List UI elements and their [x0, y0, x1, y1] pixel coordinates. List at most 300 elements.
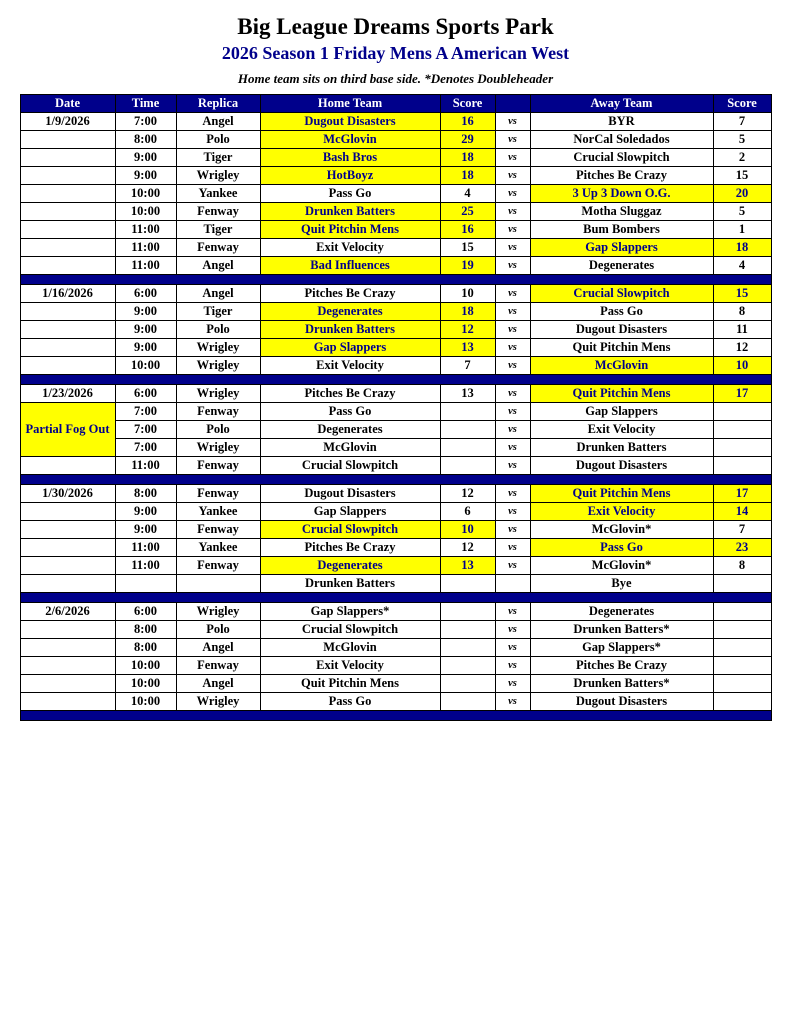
date-cell — [20, 149, 115, 167]
away-team-cell: McGlovin — [530, 357, 713, 375]
time-cell: 11:00 — [115, 457, 176, 475]
date-cell — [20, 185, 115, 203]
vs-cell: vs — [495, 113, 530, 131]
vs-cell: vs — [495, 321, 530, 339]
game-row — [20, 131, 771, 149]
date-cell: 1/9/2026 — [20, 113, 115, 131]
home-score-cell: 13 — [440, 557, 495, 575]
away-score-cell: 10 — [713, 357, 771, 375]
away-score-cell: 14 — [713, 503, 771, 521]
vs-cell: vs — [495, 203, 530, 221]
vs-cell: vs — [495, 657, 530, 675]
home-score-cell — [440, 603, 495, 621]
fog-out-cell: Partial Fog Out — [20, 403, 115, 457]
col-header-vs — [495, 95, 530, 113]
away-score-cell: 20 — [713, 185, 771, 203]
away-score-cell — [713, 621, 771, 639]
time-cell: 7:00 — [115, 403, 176, 421]
time-cell: 9:00 — [115, 339, 176, 357]
home-team-cell: Crucial Slowpitch — [260, 521, 440, 539]
schedule-table-body — [20, 113, 771, 721]
home-team-cell: McGlovin — [260, 439, 440, 457]
home-team-cell: Crucial Slowpitch — [260, 457, 440, 475]
home-score-cell: 19 — [440, 257, 495, 275]
replica-cell: Wrigley — [176, 693, 260, 711]
away-team-cell: Quit Pitchin Mens — [530, 339, 713, 357]
home-team-cell: Pass Go — [260, 185, 440, 203]
vs-cell: vs — [495, 421, 530, 439]
replica-cell: Wrigley — [176, 339, 260, 357]
away-score-cell — [713, 603, 771, 621]
home-team-cell: Bash Bros — [260, 149, 440, 167]
away-team-cell: Quit Pitchin Mens — [530, 385, 713, 403]
vs-cell: vs — [495, 185, 530, 203]
vs-cell: vs — [495, 539, 530, 557]
time-cell: 9:00 — [115, 503, 176, 521]
replica-cell: Fenway — [176, 457, 260, 475]
vs-cell: vs — [495, 239, 530, 257]
home-team-cell: Dugout Disasters — [260, 485, 440, 503]
away-team-cell: BYR — [530, 113, 713, 131]
away-team-cell: 3 Up 3 Down O.G. — [530, 185, 713, 203]
vs-cell: vs — [495, 131, 530, 149]
vs-cell: vs — [495, 385, 530, 403]
home-score-cell: 13 — [440, 385, 495, 403]
away-score-cell — [713, 439, 771, 457]
home-score-cell — [440, 457, 495, 475]
home-team-cell: Crucial Slowpitch — [260, 621, 440, 639]
replica-cell: Polo — [176, 421, 260, 439]
replica-cell: Angel — [176, 675, 260, 693]
page-subtitle: 2026 Season 1 Friday Mens A American West — [221, 43, 570, 63]
home-score-cell: 12 — [440, 539, 495, 557]
home-team-cell: Exit Velocity — [260, 357, 440, 375]
replica-cell: Tiger — [176, 303, 260, 321]
date-cell — [20, 321, 115, 339]
vs-cell: vs — [495, 439, 530, 457]
away-score-cell: 17 — [713, 385, 771, 403]
home-score-cell — [440, 693, 495, 711]
away-score-cell: 11 — [713, 321, 771, 339]
away-score-cell — [713, 693, 771, 711]
home-score-cell: 18 — [440, 149, 495, 167]
date-cell — [20, 303, 115, 321]
game-row — [20, 575, 771, 593]
away-team-cell: NorCal Soledados — [530, 131, 713, 149]
date-cell: 1/16/2026 — [20, 285, 115, 303]
col-header-home-team: Home Team — [260, 95, 440, 113]
away-score-cell: 7 — [713, 113, 771, 131]
replica-cell: Fenway — [176, 203, 260, 221]
home-score-cell: 6 — [440, 503, 495, 521]
away-score-cell: 12 — [713, 339, 771, 357]
vs-cell: vs — [495, 167, 530, 185]
week-separator-bar — [20, 475, 771, 485]
week-separator — [20, 475, 771, 485]
game-row — [20, 357, 771, 375]
time-cell: 7:00 — [115, 421, 176, 439]
home-team-cell: Pitches Be Crazy — [260, 285, 440, 303]
home-team-cell: Gap Slappers — [260, 503, 440, 521]
week-separator — [20, 593, 771, 603]
away-team-cell: Gap Slappers — [530, 403, 713, 421]
game-row — [20, 539, 771, 557]
away-team-cell: Gap Slappers — [530, 239, 713, 257]
vs-cell: vs — [495, 621, 530, 639]
game-row — [20, 603, 771, 621]
away-score-cell: 23 — [713, 539, 771, 557]
away-score-cell — [713, 403, 771, 421]
game-row — [20, 385, 771, 403]
date-cell — [20, 167, 115, 185]
vs-cell: vs — [495, 403, 530, 421]
replica-cell: Yankee — [176, 503, 260, 521]
home-team-cell: Quit Pitchin Mens — [260, 675, 440, 693]
date-cell — [20, 539, 115, 557]
game-row — [20, 203, 771, 221]
vs-cell: vs — [495, 303, 530, 321]
replica-cell: Angel — [176, 639, 260, 657]
time-cell: 9:00 — [115, 167, 176, 185]
home-team-cell: Pitches Be Crazy — [260, 539, 440, 557]
away-team-cell: Exit Velocity — [530, 421, 713, 439]
replica-cell: Angel — [176, 257, 260, 275]
date-cell — [20, 693, 115, 711]
time-cell: 6:00 — [115, 385, 176, 403]
time-cell: 9:00 — [115, 321, 176, 339]
away-team-cell: Drunken Batters — [530, 439, 713, 457]
game-row — [20, 239, 771, 257]
date-cell — [20, 221, 115, 239]
home-score-cell — [440, 621, 495, 639]
time-cell: 11:00 — [115, 539, 176, 557]
week-separator-bar — [20, 375, 771, 385]
game-row — [20, 185, 771, 203]
vs-cell: vs — [495, 693, 530, 711]
game-row — [20, 503, 771, 521]
game-row — [20, 621, 771, 639]
game-row — [20, 257, 771, 275]
home-score-cell: 10 — [440, 521, 495, 539]
replica-cell: Polo — [176, 621, 260, 639]
replica-cell: Wrigley — [176, 357, 260, 375]
away-score-cell — [713, 421, 771, 439]
home-score-cell: 25 — [440, 203, 495, 221]
time-cell: 11:00 — [115, 257, 176, 275]
away-score-cell — [713, 457, 771, 475]
home-team-cell: McGlovin — [260, 639, 440, 657]
replica-cell: Fenway — [176, 239, 260, 257]
game-row — [20, 521, 771, 539]
away-score-cell: 2 — [713, 149, 771, 167]
home-team-cell: Degenerates — [260, 557, 440, 575]
replica-cell: Angel — [176, 285, 260, 303]
game-row — [20, 221, 771, 239]
col-header-away-team: Away Team — [530, 95, 713, 113]
game-row — [20, 339, 771, 357]
away-team-cell: Crucial Slowpitch — [530, 285, 713, 303]
away-score-cell — [713, 575, 771, 593]
vs-cell: vs — [495, 221, 530, 239]
home-team-cell: McGlovin — [260, 131, 440, 149]
date-cell — [20, 521, 115, 539]
week-separator — [20, 711, 771, 721]
col-header-date: Date — [20, 95, 115, 113]
vs-cell: vs — [495, 339, 530, 357]
away-team-cell: Pass Go — [530, 539, 713, 557]
home-team-cell: Drunken Batters — [260, 575, 440, 593]
time-cell — [115, 575, 176, 593]
away-score-cell — [713, 639, 771, 657]
date-cell — [20, 357, 115, 375]
date-cell — [20, 557, 115, 575]
away-team-cell: Gap Slappers* — [530, 639, 713, 657]
away-team-cell: Pitches Be Crazy — [530, 657, 713, 675]
home-team-cell: Exit Velocity — [260, 657, 440, 675]
time-cell: 11:00 — [115, 557, 176, 575]
home-team-cell: Gap Slappers — [260, 339, 440, 357]
home-score-cell: 16 — [440, 221, 495, 239]
away-score-cell: 5 — [713, 203, 771, 221]
vs-cell — [495, 575, 530, 593]
week-separator-bar — [20, 275, 771, 285]
date-cell: 1/30/2026 — [20, 485, 115, 503]
home-team-cell: Degenerates — [260, 303, 440, 321]
vs-cell: vs — [495, 149, 530, 167]
home-score-cell: 12 — [440, 321, 495, 339]
vs-cell: vs — [495, 603, 530, 621]
time-cell: 8:00 — [115, 131, 176, 149]
home-team-cell: Degenerates — [260, 421, 440, 439]
replica-cell: Tiger — [176, 149, 260, 167]
away-team-cell: Degenerates — [530, 257, 713, 275]
home-team-cell: Gap Slappers* — [260, 603, 440, 621]
replica-cell: Fenway — [176, 557, 260, 575]
time-cell: 9:00 — [115, 521, 176, 539]
time-cell: 6:00 — [115, 603, 176, 621]
schedule-header-row — [20, 95, 771, 113]
home-score-cell — [440, 657, 495, 675]
vs-cell: vs — [495, 503, 530, 521]
vs-cell: vs — [495, 675, 530, 693]
game-row — [20, 693, 771, 711]
game-row — [20, 485, 771, 503]
game-row — [20, 403, 771, 421]
away-score-cell: 1 — [713, 221, 771, 239]
time-cell: 8:00 — [115, 639, 176, 657]
away-score-cell: 8 — [713, 557, 771, 575]
home-score-cell: 7 — [440, 357, 495, 375]
vs-cell: vs — [495, 457, 530, 475]
date-cell — [20, 657, 115, 675]
page-title: Big League Dreams Sports Park — [237, 14, 554, 39]
away-team-cell: Pass Go — [530, 303, 713, 321]
replica-cell: Polo — [176, 321, 260, 339]
replica-cell: Wrigley — [176, 385, 260, 403]
game-row — [20, 557, 771, 575]
home-team-cell: Dugout Disasters — [260, 113, 440, 131]
date-cell — [20, 239, 115, 257]
time-cell: 10:00 — [115, 657, 176, 675]
time-cell: 10:00 — [115, 185, 176, 203]
col-header-replica: Replica — [176, 95, 260, 113]
date-cell — [20, 131, 115, 149]
week-separator — [20, 375, 771, 385]
replica-cell: Yankee — [176, 539, 260, 557]
replica-cell: Fenway — [176, 485, 260, 503]
home-score-cell — [440, 439, 495, 457]
away-score-cell: 7 — [713, 521, 771, 539]
week-separator-bar — [20, 593, 771, 603]
home-score-cell — [440, 421, 495, 439]
home-score-cell: 10 — [440, 285, 495, 303]
away-score-cell: 8 — [713, 303, 771, 321]
week-separator-bar — [20, 711, 771, 721]
home-team-cell: Exit Velocity — [260, 239, 440, 257]
away-team-cell: Crucial Slowpitch — [530, 149, 713, 167]
replica-cell: Wrigley — [176, 167, 260, 185]
vs-cell: vs — [495, 285, 530, 303]
game-row — [20, 149, 771, 167]
vs-cell: vs — [495, 257, 530, 275]
date-cell — [20, 621, 115, 639]
vs-cell: vs — [495, 485, 530, 503]
away-team-cell: Motha Sluggaz — [530, 203, 713, 221]
away-team-cell: Dugout Disasters — [530, 457, 713, 475]
schedule-table — [20, 94, 772, 721]
replica-cell: Fenway — [176, 403, 260, 421]
replica-cell: Yankee — [176, 185, 260, 203]
time-cell: 6:00 — [115, 285, 176, 303]
away-team-cell: McGlovin* — [530, 557, 713, 575]
page-note: Home team sits on third base side. *Denotes Doubleheader — [237, 71, 554, 86]
date-cell: 2/6/2026 — [20, 603, 115, 621]
home-score-cell: 16 — [440, 113, 495, 131]
time-cell: 9:00 — [115, 303, 176, 321]
home-score-cell — [440, 403, 495, 421]
home-score-cell: 18 — [440, 303, 495, 321]
away-team-cell: Quit Pitchin Mens — [530, 485, 713, 503]
replica-cell: Fenway — [176, 657, 260, 675]
home-score-cell — [440, 675, 495, 693]
week-separator — [20, 275, 771, 285]
away-score-cell: 15 — [713, 167, 771, 185]
time-cell: 10:00 — [115, 203, 176, 221]
away-team-cell: Pitches Be Crazy — [530, 167, 713, 185]
home-team-cell: Pass Go — [260, 403, 440, 421]
home-score-cell — [440, 575, 495, 593]
home-team-cell: Pitches Be Crazy — [260, 385, 440, 403]
home-score-cell — [440, 639, 495, 657]
game-row — [20, 303, 771, 321]
time-cell: 11:00 — [115, 239, 176, 257]
time-cell: 8:00 — [115, 485, 176, 503]
away-team-cell: Dugout Disasters — [530, 693, 713, 711]
home-score-cell: 18 — [440, 167, 495, 185]
replica-cell: Fenway — [176, 521, 260, 539]
away-score-cell: 17 — [713, 485, 771, 503]
date-cell — [20, 639, 115, 657]
away-score-cell — [713, 657, 771, 675]
game-row — [20, 167, 771, 185]
away-score-cell: 4 — [713, 257, 771, 275]
replica-cell: Angel — [176, 113, 260, 131]
away-team-cell: Drunken Batters* — [530, 675, 713, 693]
replica-cell: Wrigley — [176, 439, 260, 457]
home-score-cell: 29 — [440, 131, 495, 149]
home-score-cell: 4 — [440, 185, 495, 203]
time-cell: 10:00 — [115, 675, 176, 693]
replica-cell: Tiger — [176, 221, 260, 239]
vs-cell: vs — [495, 557, 530, 575]
vs-cell: vs — [495, 521, 530, 539]
home-team-cell: HotBoyz — [260, 167, 440, 185]
replica-cell: Polo — [176, 131, 260, 149]
game-row — [20, 657, 771, 675]
home-score-cell: 13 — [440, 339, 495, 357]
away-team-cell: McGlovin* — [530, 521, 713, 539]
away-team-cell: Drunken Batters* — [530, 621, 713, 639]
time-cell: 11:00 — [115, 221, 176, 239]
date-cell — [20, 457, 115, 475]
away-team-cell: Dugout Disasters — [530, 321, 713, 339]
date-cell — [20, 257, 115, 275]
time-cell: 7:00 — [115, 113, 176, 131]
game-row — [20, 421, 771, 439]
home-score-cell: 15 — [440, 239, 495, 257]
game-row — [20, 675, 771, 693]
game-row — [20, 639, 771, 657]
date-cell — [20, 575, 115, 593]
home-team-cell: Drunken Batters — [260, 321, 440, 339]
date-cell — [20, 503, 115, 521]
col-header-time: Time — [115, 95, 176, 113]
home-team-cell: Quit Pitchin Mens — [260, 221, 440, 239]
home-team-cell: Drunken Batters — [260, 203, 440, 221]
col-header-score: Score — [713, 95, 771, 113]
away-team-cell: Bum Bombers — [530, 221, 713, 239]
replica-cell: Wrigley — [176, 603, 260, 621]
time-cell: 7:00 — [115, 439, 176, 457]
game-row — [20, 113, 771, 131]
time-cell: 10:00 — [115, 693, 176, 711]
vs-cell: vs — [495, 357, 530, 375]
home-team-cell: Bad Influences — [260, 257, 440, 275]
home-score-cell: 12 — [440, 485, 495, 503]
game-row — [20, 439, 771, 457]
away-score-cell: 5 — [713, 131, 771, 149]
home-team-cell: Pass Go — [260, 693, 440, 711]
game-row — [20, 321, 771, 339]
date-cell — [20, 203, 115, 221]
date-cell: 1/23/2026 — [20, 385, 115, 403]
away-score-cell: 15 — [713, 285, 771, 303]
time-cell: 8:00 — [115, 621, 176, 639]
away-score-cell: 18 — [713, 239, 771, 257]
away-team-cell: Bye — [530, 575, 713, 593]
time-cell: 9:00 — [115, 149, 176, 167]
vs-cell: vs — [495, 639, 530, 657]
game-row — [20, 285, 771, 303]
col-header-score: Score — [440, 95, 495, 113]
away-team-cell: Exit Velocity — [530, 503, 713, 521]
replica-cell — [176, 575, 260, 593]
away-team-cell: Degenerates — [530, 603, 713, 621]
game-row — [20, 457, 771, 475]
date-cell — [20, 339, 115, 357]
date-cell — [20, 675, 115, 693]
time-cell: 10:00 — [115, 357, 176, 375]
